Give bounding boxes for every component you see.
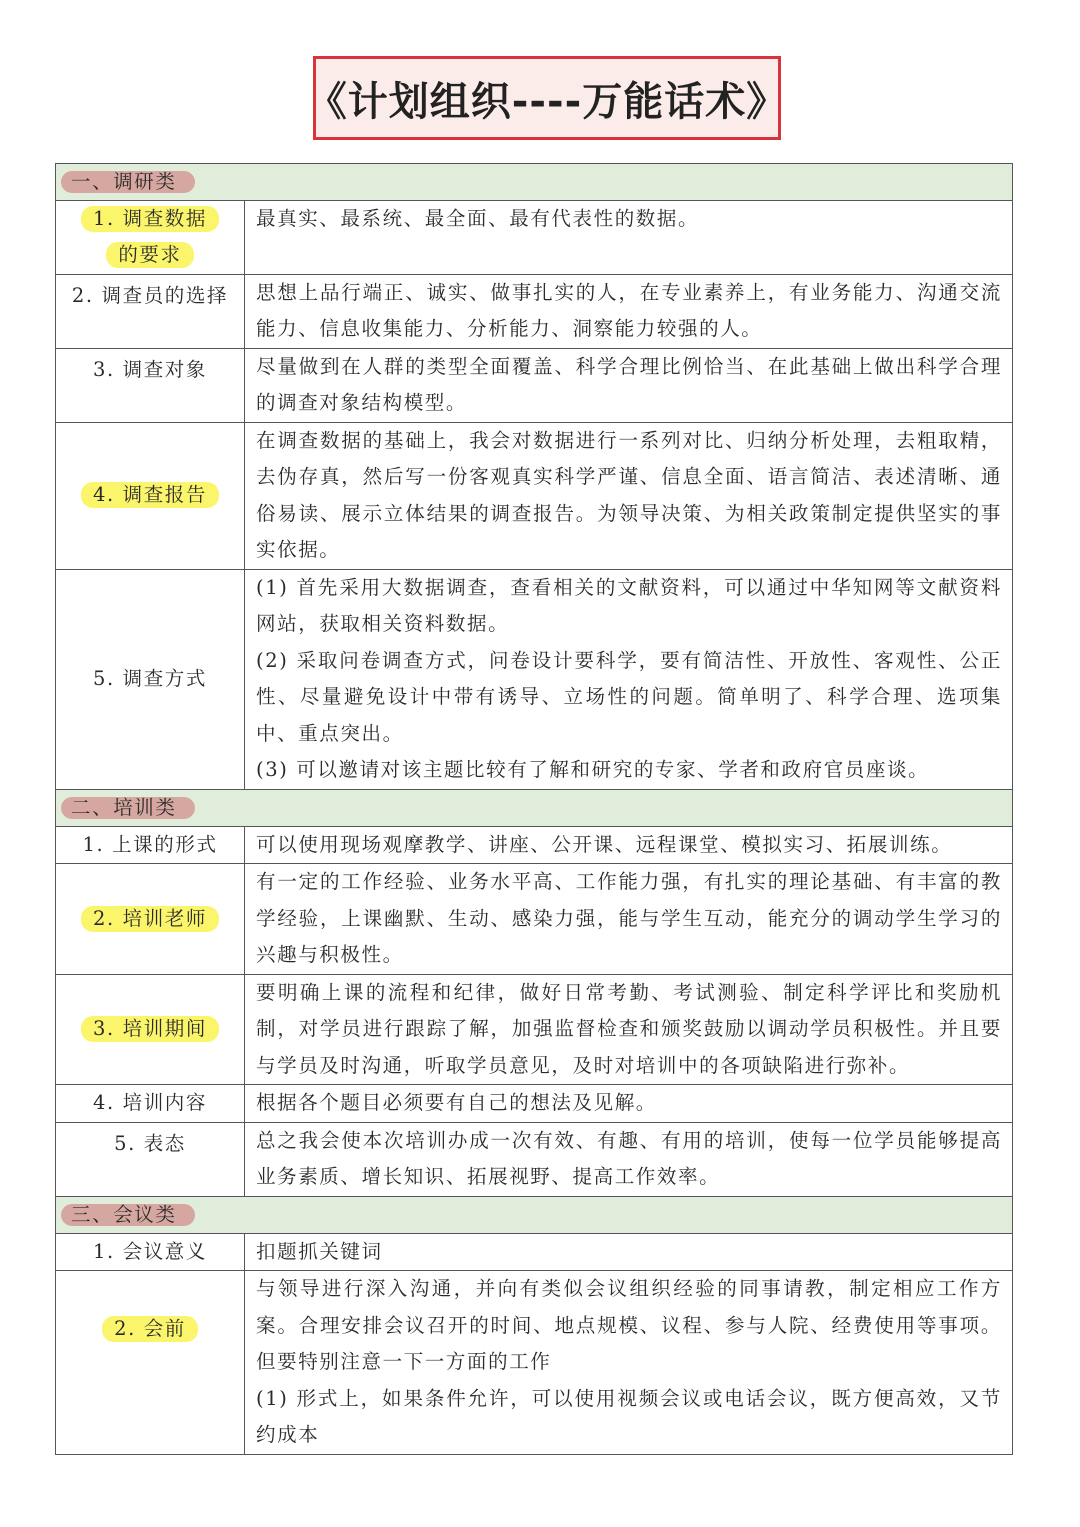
row-label <box>56 826 245 864</box>
table-row <box>56 569 1013 789</box>
row-label <box>56 348 245 422</box>
row-content <box>245 864 1013 975</box>
row-content-text: 可以使用现场观摩教学、讲座、公开课、远程课堂、模拟实习、拓展训练。 <box>256 832 953 856</box>
section-title: 三、会议类 <box>61 1204 195 1226</box>
row-label <box>56 201 245 275</box>
row-label-text: 4. 培训内容 <box>92 1091 207 1114</box>
highlight-mark: 2. 培训老师 <box>81 906 219 932</box>
row-content <box>245 1271 1013 1455</box>
row-content <box>245 201 1013 275</box>
row-label <box>56 864 245 975</box>
row-label <box>56 1271 245 1455</box>
row-content <box>245 1122 1013 1196</box>
row-label <box>56 1233 245 1271</box>
row-content <box>245 274 1013 348</box>
table-row <box>56 348 1013 422</box>
row-label-text: 1. 调查数据 <box>81 206 219 232</box>
row-content-text: (1) 首先采用大数据调查，查看相关的文献资料，可以通过中华知网等文献资料网站，获取相关资料数据。 <box>256 575 1003 635</box>
table-row <box>56 1085 1013 1123</box>
row-content-text: 要明确上课的流程和纪律，做好日常考勤、考试测验、制定科学评比和奖励机制，对学员进行跟踪了解，加强监督检查和颁奖鼓励以调动学员积极性。并且要与学员及时沟通，听取学员意见，及时对培训中的各项缺陷进行弥补。 <box>256 980 1003 1077</box>
section-title: 二、培训类 <box>61 797 195 819</box>
row-content-text: 在调查数据的基础上，我会对数据进行一系列对比、归纳分析处理，去粗取精，去伪存真，然后写一份客观真实科学严谨、信息全面、语言简洁、表述清晰、通俗易读、展示立体结果的调查报告。为领导决策、为相关政策制定提供坚实的事实依据。 <box>256 428 1003 561</box>
highlight-mark: 3. 培训期间 <box>81 1016 219 1042</box>
highlight-mark: 4. 调查报告 <box>81 482 219 508</box>
page-title: 《计划组织----万能话术》 <box>306 78 788 125</box>
row-label <box>56 974 245 1085</box>
row-label-text: 1. 会议意义 <box>92 1239 207 1263</box>
row-content <box>245 974 1013 1085</box>
row-label-text: 2. 调查员的选择 <box>71 283 229 307</box>
row-content-text: 有一定的工作经验、业务水平高、工作能力强，有扎实的理论基础、有丰富的教学经验，上课幽默、生动、感染力强，能与学生互动，能充分的调动学生学习的兴趣与积极性。 <box>256 870 1003 966</box>
section-header <box>56 164 1013 201</box>
row-content <box>245 422 1013 569</box>
section-header <box>56 789 1013 826</box>
row-content-text: 扣题抓关键词 <box>256 1239 383 1263</box>
row-content-text: 总之我会使本次培训办成一次有效、有趣、有用的培训，使每一位学员能够提高业务素质、增长知识、拓展视野、提高工作效率。 <box>256 1128 1003 1188</box>
row-content <box>245 348 1013 422</box>
table-row <box>56 974 1013 1085</box>
table-row <box>56 1233 1013 1271</box>
row-content-text: (1) 形式上，如果条件允许，可以使用视频会议或电话会议，既方便高效，又节约成本 <box>256 1386 1003 1446</box>
row-label-text: 5. 调查方式 <box>92 666 207 690</box>
content-table <box>55 163 1013 1455</box>
table-row <box>56 826 1013 864</box>
row-content-text: (3) 可以邀请对该主题比较有了解和研究的专家、学者和政府官员座谈。 <box>256 758 930 781</box>
row-label <box>56 422 245 569</box>
row-content-text: 根据各个题目必须要有自己的想法及见解。 <box>256 1091 657 1114</box>
table-row <box>56 201 1013 275</box>
table-row <box>56 1122 1013 1196</box>
row-label <box>56 1085 245 1123</box>
row-content-text: 最真实、最系统、最全面、最有代表性的数据。 <box>256 207 700 230</box>
row-content <box>245 569 1013 789</box>
table-row <box>56 1271 1013 1455</box>
table-row <box>56 422 1013 569</box>
highlight-mark <box>81 201 219 273</box>
row-label-text: 5. 表态 <box>114 1131 186 1155</box>
row-label-text: 3. 调查对象 <box>92 357 207 381</box>
row-label <box>56 274 245 348</box>
row-content <box>245 826 1013 864</box>
row-content-text: (2) 采取问卷调查方式，问卷设计要科学，要有简洁性、开放性、客观性、公正性、尽量避免设计中带有诱导、立场性的问题。简单明了、科学合理、选项集中、重点突出。 <box>256 648 1003 745</box>
section-title: 一、调研类 <box>61 171 195 193</box>
section-header <box>56 1196 1013 1233</box>
table-row <box>56 864 1013 975</box>
row-content <box>245 1085 1013 1123</box>
row-label <box>56 1122 245 1196</box>
row-label-text: 的要求 <box>106 242 193 268</box>
row-label-text: 1. 上课的形式 <box>82 832 218 856</box>
row-content-text: 思想上品行端正、诚实、做事扎实的人，在专业素养上，有业务能力、沟通交流能力、信息收集能力、分析能力、洞察能力较强的人。 <box>256 280 1003 340</box>
table-row <box>56 274 1013 348</box>
row-content-text: 尽量做到在人群的类型全面覆盖、科学合理比例恰当、在此基础上做出科学合理的调查对象结构模型。 <box>256 354 1003 414</box>
row-label <box>56 569 245 789</box>
row-content <box>245 1233 1013 1271</box>
row-content-text: 与领导进行深入沟通，并向有类似会议组织经验的同事请教，制定相应工作方案。合理安排会议召开的时间、地点规模、议程、参与人院、经费使用等事项。但要特别注意一下一方面的工作 <box>256 1277 1003 1373</box>
title-box <box>306 56 788 140</box>
highlight-mark: 2. 会前 <box>102 1316 198 1342</box>
